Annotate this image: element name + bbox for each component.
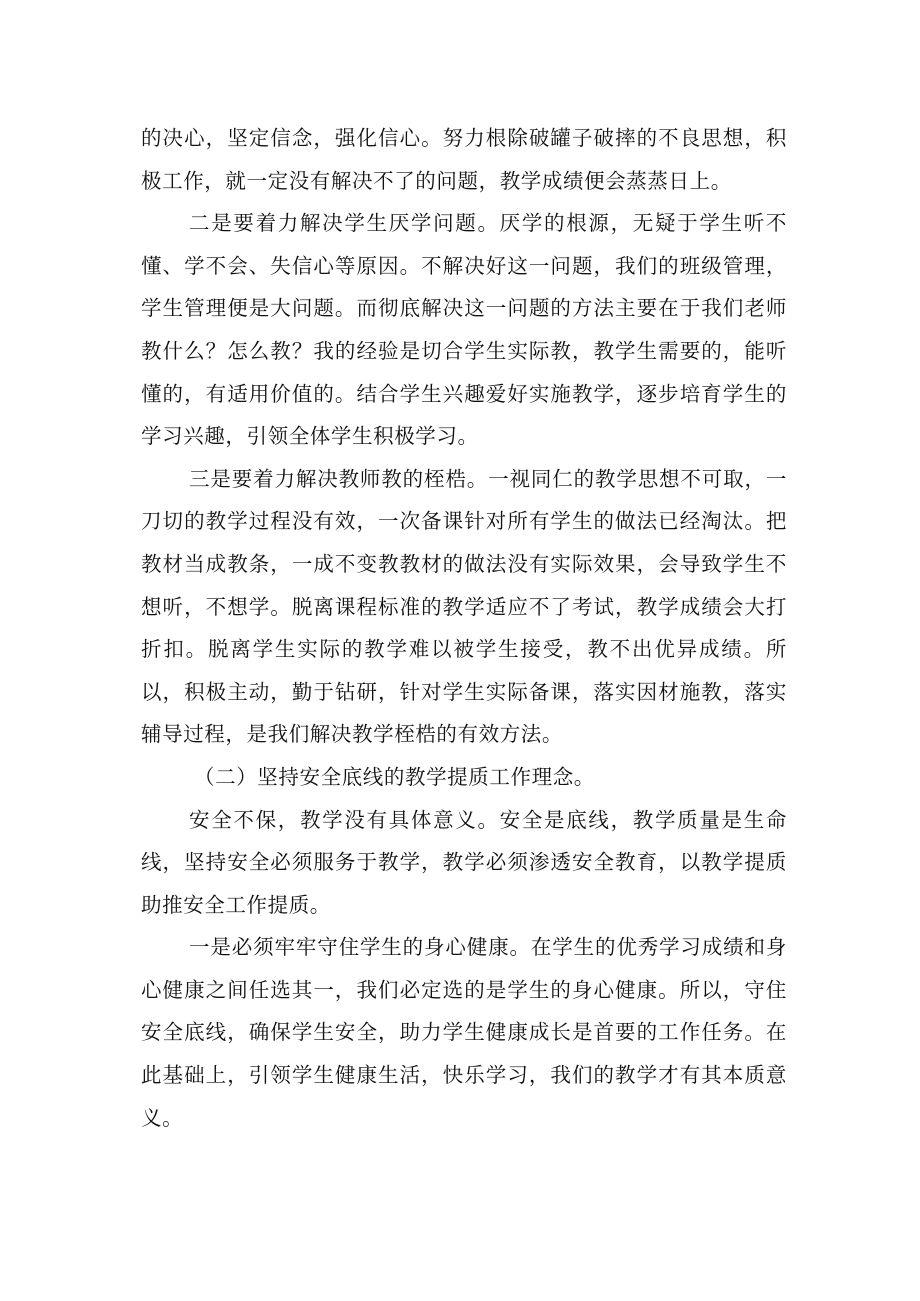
- paragraph-student-weariness: 二是要着力解决学生厌学问题。厌学的根源，无疑于学生听不懂、学不会、失信心等原因。不解决好这一问题，我们的班级管理，学生管理便是大问题。而彻底解决这一问题的方法主要在于我们老师教什么？怎么教？我的经验是切合学生实际教，教学生需要的，能听懂的，有适用价值的。结合学生兴趣爱好实施教学，逐步培育学生的学习兴趣，引领全体学生积极学习。: [141, 211, 787, 449]
- section-heading: （二）坚持安全底线的教学提质工作理念。: [194, 764, 595, 789]
- paragraph-teaching-shackles: 三是要着力解决教师教的桎梏。一视同仁的教学思想不可取，一刀切的教学过程没有效，一次备课针对所有学生的做法已经淘汰。把教材当成教条，一成不变教教材的做法没有实际效果，会导致学生不想听，不想学。脱离课程标准的教学适应不了考试，教学成绩会大打折扣。脱离学生实际的教学难以被学生接受，教不出优异成绩。所以，积极主动，勤于钻研，针对学生实际备课，落实因材施教，落实辅导过程，是我们解决教学桎梏的有效方法。: [141, 466, 787, 747]
- document-body: [141, 117, 787, 1139]
- paragraph-continuation: 的决心，坚定信念，强化信心。努力根除破罐子破摔的不良思想，积极工作，就一定没有解决不了的问题，教学成绩便会蒸蒸日上。: [141, 126, 787, 193]
- paragraph-student-health: 一是必须牢牢守住学生的身心健康。在学生的优秀学习成绩和身心健康之间任选其一，我们必定选的是学生的身心健康。所以，守住安全底线，确保学生安全，助力学生健康成长是首要的工作任务。在此基础上，引领学生健康生活，快乐学习，我们的教学才有其本质意义。: [141, 935, 787, 1130]
- paragraph-safety-baseline: 安全不保，教学没有具体意义。安全是底线，教学质量是生命线，坚持安全必须服务于教学，教学必须渗透安全教育，以教学提质助推安全工作提质。: [141, 807, 787, 917]
